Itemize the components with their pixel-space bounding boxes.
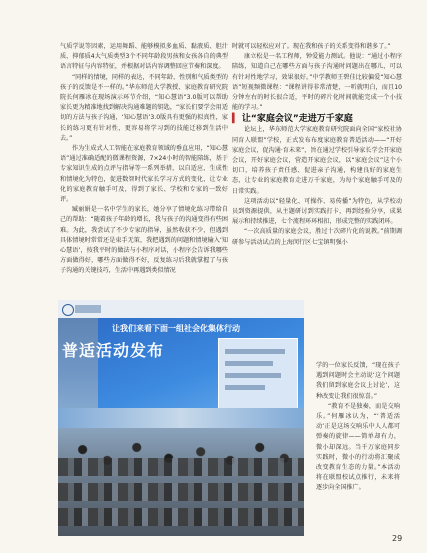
page-number: 29 xyxy=(392,534,403,543)
paragraph: 这项活动以“轻量化、可操作、易传播”为特色，从学校动员到资源提供，从主题研讨到实践打卡，再到经验分享，成果展示和持续推进，七个流程环环相扣，形成完整的实践闭环。 xyxy=(232,197,402,226)
event-photo xyxy=(58,300,304,536)
paragraph: 气质学说等因素，运用舞蹈、能够模拟多血质、黏液质、胆汁质、抑郁质4大气质类型3个不同年龄段男孩和女孩各自的典型语言特征与内容特征，并根据对话内容调整回应节奏和深度。 xyxy=(60,43,228,71)
paragraph: “一次高质量的家庭会议，胜过十次碎片化的说教。”前期调研参与活动试点的上海闵行区七宝镇明强小 xyxy=(232,228,402,246)
stage-edge xyxy=(58,408,304,428)
section-heading-text: 让“家庭会议”走进万千家庭 xyxy=(241,114,353,125)
narrow-text-column xyxy=(316,361,400,494)
paragraph: “同样的情境，同样的表达，不同年龄、性别和气质类型的孩子的反馈是不一样的。”华东师范大学教授、家庭教育研究院院长何雁冰在现场演示环节介绍，“知心慧语”3.0版可以帮助家长更为精准地找到解决沟通难题的钥匙，“家长们要学会用适切的方法与孩子沟通，‘知心慧语’3.0版具有更强的拟真性，家长的练习更有针对性，更容易将学习到的技能迁移到生活中去。” xyxy=(60,73,228,142)
audience-row xyxy=(58,508,304,526)
audience-row xyxy=(58,458,304,476)
paragraph: 论坛上，华东师范大学家庭教育研究院面向全国“家校社协同育人联盟”学校，正式发布布度家庭教育普适活动——“开好家庭会议，促沟通·育未来”，旨在通过学校引导家长学会开家庭会议，开好家庭会议，营造开家庭会议，以“家庭会议”这个小切口，培养孩子责任感、促进亲子沟通，构建良好的家庭生态，让专业的家庭教育走进万千家庭，为每个家庭触手可及的日常实践。 xyxy=(232,126,402,195)
organizer-logo-icon xyxy=(75,305,101,313)
inset-line xyxy=(225,385,265,390)
paragraph: 学的一位家长反馈，“现在孩子遇到问题时会主动说‘这个问题我们留到家庭会议上讨论’，这种改变让我们很惊喜。” xyxy=(316,362,400,400)
left-text-column xyxy=(60,42,228,277)
audience xyxy=(58,428,304,536)
right-text-column xyxy=(232,42,402,248)
heading-marker-icon: ▍ xyxy=(232,114,239,125)
paragraph: 作为生成式人工智能在家庭教育领域的垂直应用，“知心慧语”通过准确适配的微课程资源，7×24小时的智能陪练，基于专家知识生成的点评与指导等一系列举措，以自适应、生成性和情境化为特色，促进数智时代家长学习方式的变化，让专业化的家庭教育触手可及，得到了家长、学校和专家的一致好评。 xyxy=(60,145,228,204)
paragraph: 臧丽娟是一名中学生的家长，她分享了情境化练习带给自己的帮助：“随着孩子年龄的增长，我与孩子的沟通变得有些困难。为此，我尝试了不少专家的指导，虽然收获不少，但遇到具体情境时常常还是束手无策，我把遇到的问题和情境输入‘知心慧语’，按我平时的做法与小程序对话，小程序会告诉我哪些方面做得好，哪些方面做得不好，反复练习后我就掌握了与孩子沟通的关键技巧，生活中再遇到类似情况 xyxy=(60,206,228,275)
inset-line xyxy=(225,373,281,378)
university-logo-icon xyxy=(62,304,74,316)
inset-line xyxy=(225,361,273,366)
paragraph: “教育不是独奏，而是交响乐。”何雁冰认为，“‘普适活动’正是这场交响乐中人人都可弹奏的旋律——简单却有力，微小却深远。当千万家庭同步实践时，微小的行动将汇聚成改变教育生态的力量。”本活动将在联盟校试点推行，未来将逐步向全国推广。 xyxy=(316,402,400,492)
paragraph: 康立松是一名工程师，钟爱能力测试。他说：“通过小程序陪练，知道自己在哪些方面与孩子沟通时问题出在哪儿，可以有针对性地学习，效果很好。”中学教师王碧佳比较偏爱“知心慧语”短视频微课程：“课程讲得非常清楚，一听就明白，而且10分钟左右的时长很合适，平时的碎片化时间就能完成一个小技能的学习。” xyxy=(232,53,402,112)
stage-banner-text: 普适活动发布 xyxy=(62,341,165,360)
inset-line xyxy=(225,349,285,354)
screen-subtitle: 让我们来看下面一组社会化集体行动 xyxy=(112,324,240,333)
photo-top-banner xyxy=(58,300,304,318)
section-heading xyxy=(232,113,402,125)
audience-row xyxy=(58,483,304,501)
paragraph: 时就可以轻松应对了。现在我和孩子的关系变得和谐多了。” xyxy=(232,43,391,50)
